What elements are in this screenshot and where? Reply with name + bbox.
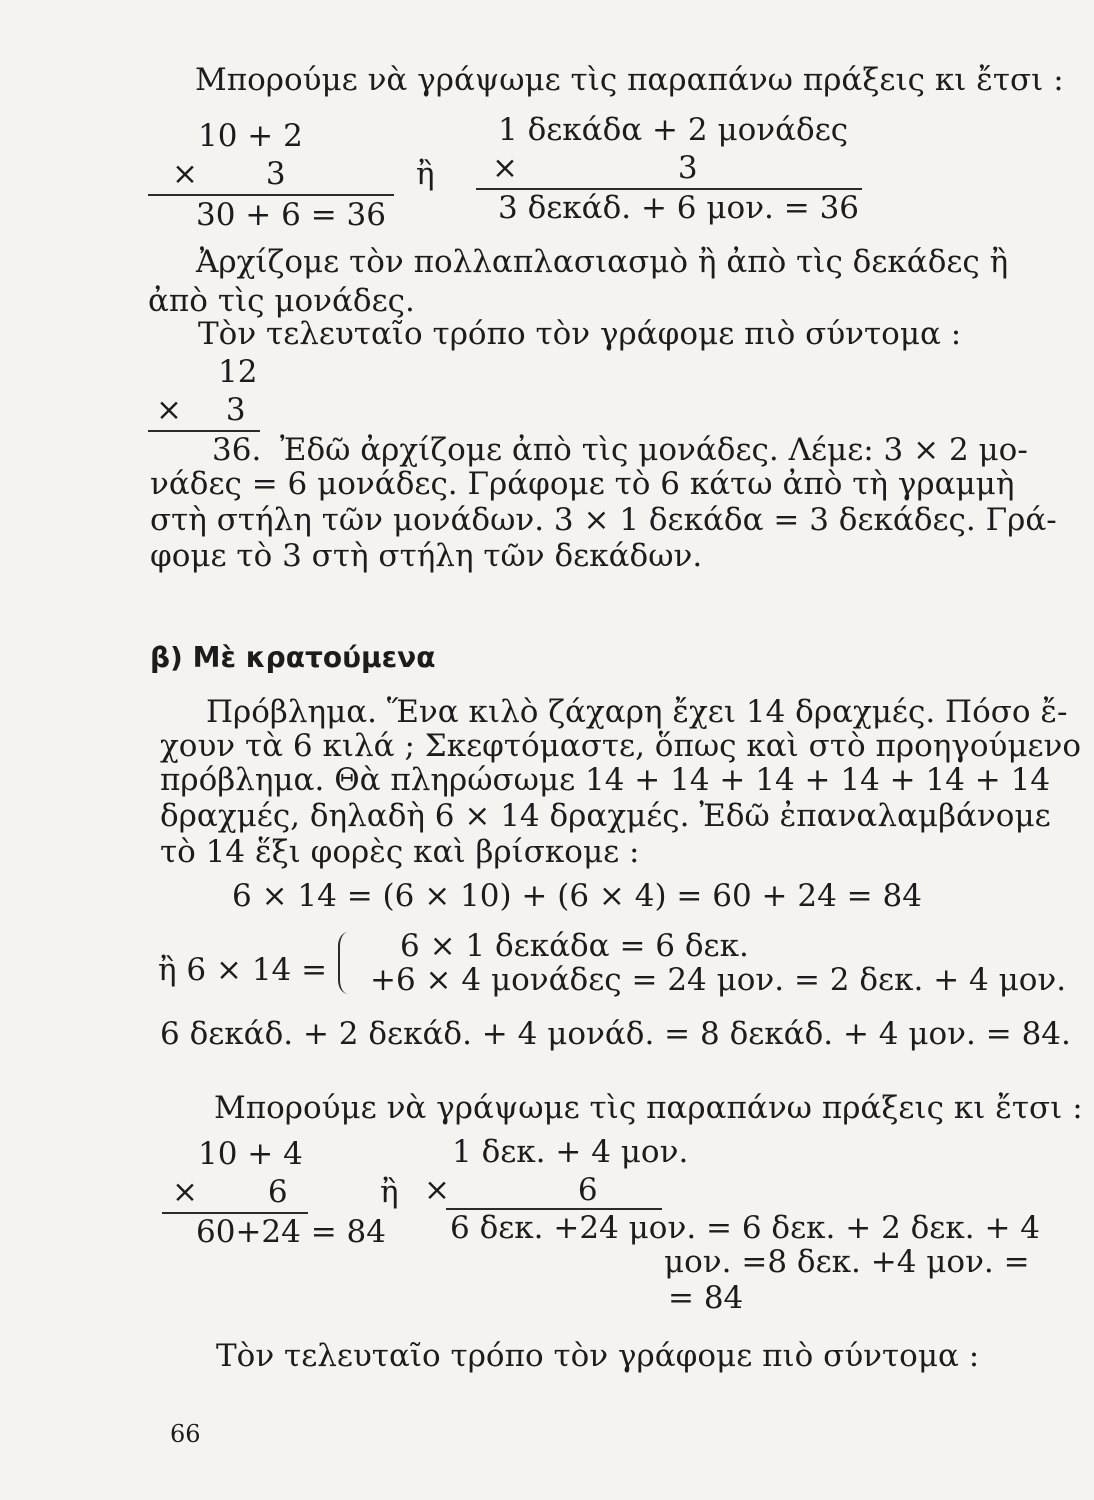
paragraph-line: Ἐδῶ ἀρχίζομε ἀπὸ τὶς μονάδες. Λέμε: 3 × 2 μο- [280,432,1028,468]
math-left-result: 60+24 = 84 [196,1214,386,1250]
math-left-times: × 6 [172,1174,288,1210]
paragraph-line: τὸ 14 ἕξι φορὲς καὶ βρίσκομε : [160,834,640,870]
page-number: 66 [170,1420,201,1448]
equation-line: 6 × 1 δεκάδα = 6 δεκ. [400,928,749,964]
paragraph-line: Πρόβλημα. Ἕνα κιλὸ ζάχαρη ἔχει 14 δραχμές. Πόσο ἔ- [206,694,1068,730]
paragraph-line: Μπορούμε νὰ γράψωμε τὶς παραπάνω πράξεις κι ἔτσι : [214,1090,1083,1126]
paragraph-line: δραχμές, δηλαδὴ 6 × 14 δραχμές. Ἐδῶ ἐπαναλαμβάνομε [160,798,1051,834]
math-right-result-cont: μον. =8 δεκ. +4 μον. = [664,1244,1030,1280]
paragraph-line: πρόβλημα. Θὰ πληρώσωμε 14 + 14 + 14 + 14 + 14 + 14 [160,762,1051,798]
math-left-times: × 3 [172,156,286,192]
paragraph-line: Μπορούμε νὰ γράψωμε τὶς παραπάνω πράξεις κι ἔτσι : [195,62,1064,98]
section-heading: β) Μὲ κρατούμενα [150,641,436,674]
left-brace [338,932,354,994]
math-right-times: × 6 [424,1172,598,1208]
equation-line: +6 × 4 μονάδες = 24 μον. = 2 δεκ. + 4 μον. [370,962,1067,998]
math-times: × 3 [156,392,246,428]
math-result: 36. [212,432,262,468]
equation: 6 δεκάδ. + 2 δεκάδ. + 4 μονάδ. = 8 δεκάδ. + 4 μον. = 84. [160,1016,1071,1052]
paragraph-line: φομε τὸ 3 στὴ στήλη τῶν δεκάδων. [150,538,703,574]
math-right-result: 6 δεκ. +24 μον. = 6 δεκ. + 2 δεκ. + 4 [450,1210,1040,1246]
paragraph-line: χουν τὰ 6 κιλά ; Σκεφτόμαστε, ὅπως καὶ στὸ προηγούμενο [160,728,1082,764]
equation: 6 × 14 = (6 × 10) + (6 × 4) = 60 + 24 = 84 [232,878,922,914]
math-left-rule [148,194,394,196]
math-left-top: 10 + 2 [198,118,303,154]
paragraph-line: Ἀρχίζομε τὸν πολλαπλασιασμὸ ἢ ἀπὸ τὶς δεκάδες ἢ [196,244,1009,280]
paragraph-line: Τὸν τελευταῖο τρόπο τὸν γράφομε πιὸ σύντομα : [198,316,962,352]
math-right-result-cont: = 84 [668,1280,744,1316]
math-right-result: 3 δεκάδ. + 6 μον. = 36 [498,190,860,226]
or-word: ἢ [380,1174,399,1210]
paragraph-line: ἀπὸ τὶς μονάδες. [148,283,415,319]
equation-prefix: ἢ 6 × 14 = [158,952,328,988]
math-right-top: 1 δεκάδα + 2 μονάδες [498,112,849,148]
paragraph-line: νάδες = 6 μονάδες. Γράφομε τὸ 6 κάτω ἀπὸ τὴ γραμμὴ [150,466,1015,502]
paragraph-line: Τὸν τελευταῖο τρόπο τὸν γράφομε πιὸ σύντομα : [216,1338,980,1374]
math-top: 12 [218,354,258,390]
math-left-result: 30 + 6 = 36 [196,197,386,233]
paragraph-line: στὴ στήλη τῶν μονάδων. 3 × 1 δεκάδα = 3 δεκάδες. Γρά- [150,502,1057,538]
math-left-top: 10 + 4 [198,1136,303,1172]
or-word: ἢ [416,156,435,192]
math-right-times: × 3 [492,150,698,186]
math-right-top: 1 δεκ. + 4 μον. [452,1134,689,1170]
